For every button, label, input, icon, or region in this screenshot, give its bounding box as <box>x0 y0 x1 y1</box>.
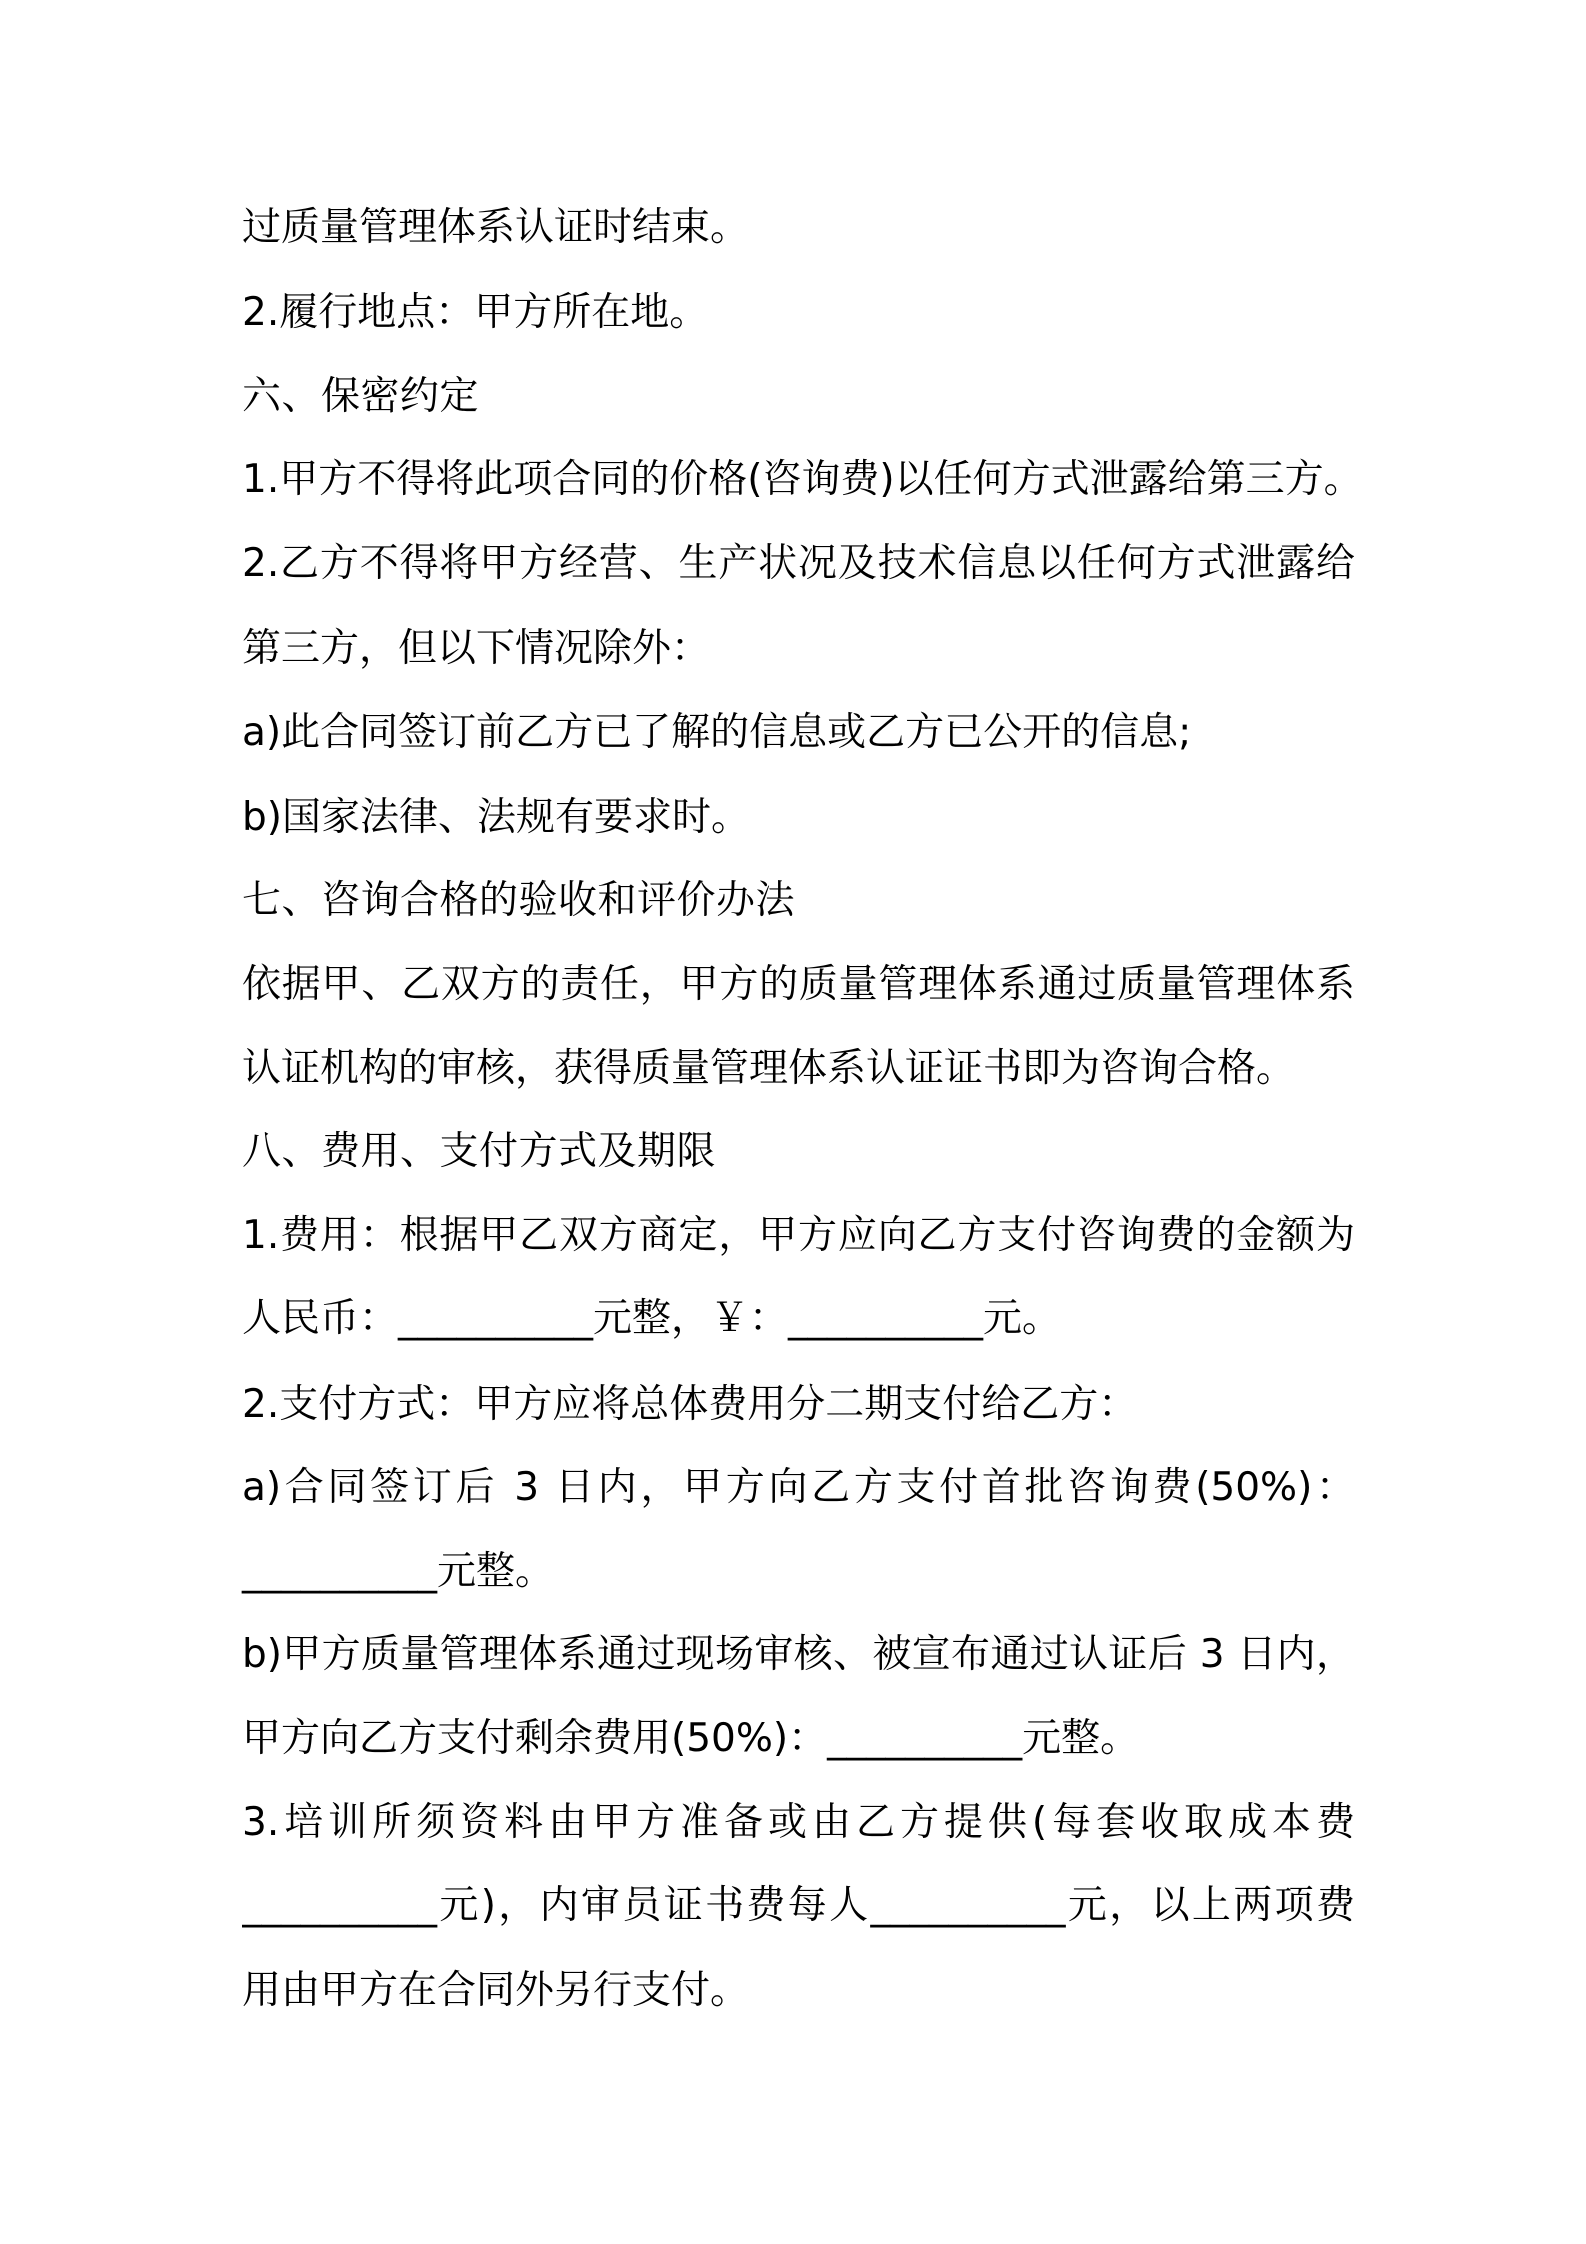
clause-training-materials: 3.培训所须资料由甲方准备或由乙方提供(每套收取成本费 <box>242 1800 1355 1845</box>
exception-item-b: b)国家法律、法规有要求时。 <box>242 795 750 840</box>
payment-item-a: a)合同签订后 3 日内，甲方向乙方支付首批咨询费(50%)： <box>242 1465 1355 1510</box>
payment-item-a-cont: __________元整。 <box>242 1549 555 1594</box>
acceptance-paragraph: 依据甲、乙双方的责任，甲方的质量管理体系通过质量管理体系 <box>242 962 1355 1007</box>
acceptance-paragraph-cont: 认证机构的审核，获得质量管理体系认证证书即为咨询合格。 <box>242 1046 1296 1091</box>
section-heading-confidentiality: 六、保密约定 <box>242 374 480 419</box>
payment-item-b-cont: 甲方向乙方支付剩余费用(50%)：__________元整。 <box>242 1716 1140 1761</box>
clause-confidentiality-2: 2.乙方不得将甲方经营、生产状况及技术信息以任何方式泄露给 <box>242 541 1355 586</box>
section-heading-fees: 八、费用、支付方式及期限 <box>242 1129 717 1174</box>
clause-confidentiality-2-cont: 第三方，但以下情况除外： <box>242 626 711 671</box>
paragraph-line-term-end: 过质量管理体系认证时结束。 <box>242 205 750 250</box>
payment-item-b: b)甲方质量管理体系通过现场审核、被宣布通过认证后 3 日内， <box>242 1632 1355 1677</box>
clause-fee-amount-cont: 人民币：__________元整，￥：__________元。 <box>242 1296 1062 1341</box>
clause-training-materials-end: 用由甲方在合同外另行支付。 <box>242 1968 750 2013</box>
clause-payment-method: 2.支付方式：甲方应将总体费用分二期支付给乙方： <box>242 1382 1138 1427</box>
clause-fee-amount: 1.费用：根据甲乙双方商定，甲方应向乙方支付咨询费的金额为 <box>242 1213 1355 1258</box>
clause-performance-location: 2.履行地点：甲方所在地。 <box>242 290 709 335</box>
clause-confidentiality-1: 1.甲方不得将此项合同的价格(咨询费)以任何方式泄露给第三方。 <box>242 457 1363 502</box>
section-heading-acceptance: 七、咨询合格的验收和评价办法 <box>242 878 796 923</box>
exception-item-a: a)此合同签订前乙方已了解的信息或乙方已公开的信息; <box>242 710 1192 755</box>
clause-training-materials-cont: __________元)，内审员证书费每人__________元，以上两项费 <box>242 1883 1355 1928</box>
